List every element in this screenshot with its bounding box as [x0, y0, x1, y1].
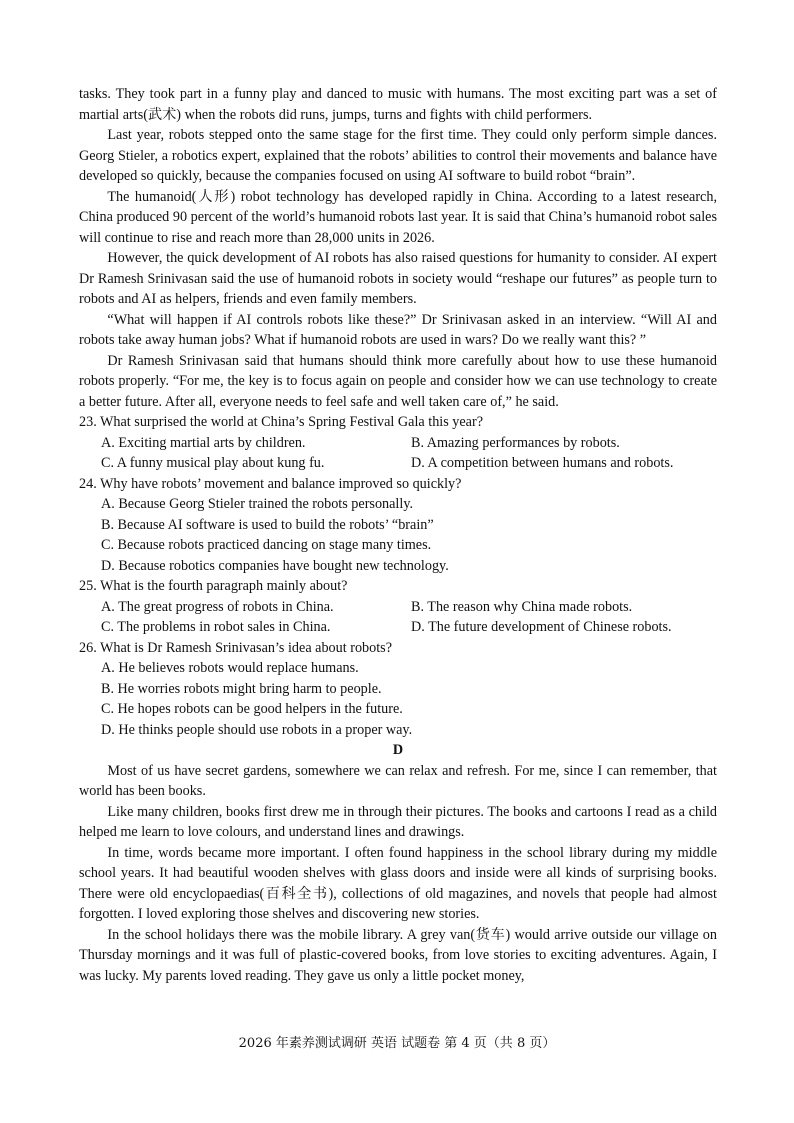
passage-c-paragraph: “What will happen if AI controls robots like these?” Dr Srinivasan asked in an interview. “Will AI and robots take away human jobs? What if humanoid robots are used in wars? Do we really want this? ” [79, 311, 717, 348]
question-stem: 25. What is the fourth paragraph mainly about? [79, 578, 348, 594]
options-row [79, 453, 717, 474]
options-row [79, 617, 717, 638]
passage-c-paragraph: However, the quick development of AI robots has also raised questions for humanity to consider. AI expert Dr Ramesh Srinivasan said the use of humanoid robots in society would “reshape our futures” as people turn to robots and AI as helpers, friends and even family members. [79, 250, 717, 307]
question-stem: 24. Why have robots’ movement and balance improved so quickly? [79, 475, 462, 492]
passage-d-paragraph: Like many children, books first drew me in through their pictures. The books and cartoons I read as a child helped me learn to love colours, and understand lines and drawings. [79, 803, 717, 840]
option-c[interactable]: C. A funny musical play about kung fu. [101, 455, 325, 471]
option-c[interactable]: C. The problems in robot sales in China. [101, 619, 331, 635]
passage-c-paragraph: Dr Ramesh Srinivasan said that humans should think more carefully about how to use these humanoid robots properly. “For me, the key is to focus again on people and consider how we can use technology to create a better future. After all, everyone needs to feel safe and well taken care of,” he said. [79, 352, 717, 410]
option-d[interactable]: D. A competition between humans and robots. [411, 455, 674, 471]
passage-d-paragraph: In time, words became more important. I often found happiness in the school library during my middle school years. It had beautiful wooden shelves with glass doors and inside were all kinds of surprising books. There were old encyclopaedias(百科全书), collections of old magazines, and novels that people had almost forgotten. I loved exploring those shelves and discovering new stories. [79, 844, 717, 922]
option-a[interactable]: A. Exciting martial arts by children. [101, 434, 306, 451]
option-b[interactable]: B. The reason why China made robots. [411, 598, 633, 615]
options-row [79, 597, 717, 618]
option-b[interactable]: B. Because AI software is used to build the robots’ “brain” [101, 516, 434, 533]
option-a[interactable]: A. He believes robots would replace humans. [101, 660, 359, 676]
option-d[interactable]: D. Because robotics companies have bought new technology. [101, 557, 449, 574]
passage-d-paragraph: In the school holidays there was the mobile library. A grey van(货车) would arrive outside our village on Thursday mornings and it was full of plastic-covered books, from love stories to exciting adventures. Again, I was lucky. My parents loved reading. They gave us only a little pocket money, [79, 926, 717, 984]
question-stem: 26. What is Dr Ramesh Srinivasan’s idea about robots? [79, 639, 392, 656]
page-content [79, 84, 717, 986]
option-c[interactable]: C. Because robots practiced dancing on stage many times. [101, 537, 432, 553]
option-b[interactable]: B. He worries robots might bring harm to people. [101, 680, 382, 697]
option-b[interactable]: B. Amazing performances by robots. [411, 434, 620, 451]
question-25 [79, 576, 717, 638]
page-footer: 2026 年素养测试调研 英语 试题卷 第 4 页（共 8 页） [238, 1036, 556, 1051]
question-24 [79, 474, 717, 577]
passage-c-paragraph: tasks. They took part in a funny play and danced to music with humans. The most exciting part was a set of martial arts(武术) when the robots did runs, jumps, turns and fights with child performers. [79, 86, 717, 123]
option-a[interactable]: A. The great progress of robots in China. [101, 598, 334, 615]
option-d[interactable]: D. The future development of Chinese robots. [411, 619, 672, 635]
passage-d-paragraph: Most of us have secret gardens, somewhere we can relax and refresh. For me, since I can remember, that world has been books. [79, 762, 717, 799]
question-23 [79, 412, 717, 474]
question-26 [79, 638, 717, 741]
options-row [79, 433, 717, 454]
passage-c-paragraph: Last year, robots stepped onto the same stage for the first time. They could only perform simple dances. Georg Stieler, a robotics expert, explained that the robots’ abilities to control their movements and balance have developed so quickly, because the companies focused on using AI software to build robot “brain”. [79, 127, 717, 184]
option-a[interactable]: A. Because Georg Stieler trained the robots personally. [101, 496, 414, 512]
option-c[interactable]: C. He hopes robots can be good helpers in the future. [101, 701, 403, 717]
option-d[interactable]: D. He thinks people should use robots in a proper way. [101, 721, 413, 738]
question-stem: 23. What surprised the world at China’s Spring Festival Gala this year? [79, 414, 484, 430]
section-heading: D [392, 742, 404, 758]
passage-c-paragraph: The humanoid(人形) robot technology has developed rapidly in China. According to a latest research, China produced 90 percent of the world’s humanoid robots last year. It is said that China’s humanoid robot sales will continue to rise and reach more than 28,000 units in 2026. [79, 188, 717, 246]
